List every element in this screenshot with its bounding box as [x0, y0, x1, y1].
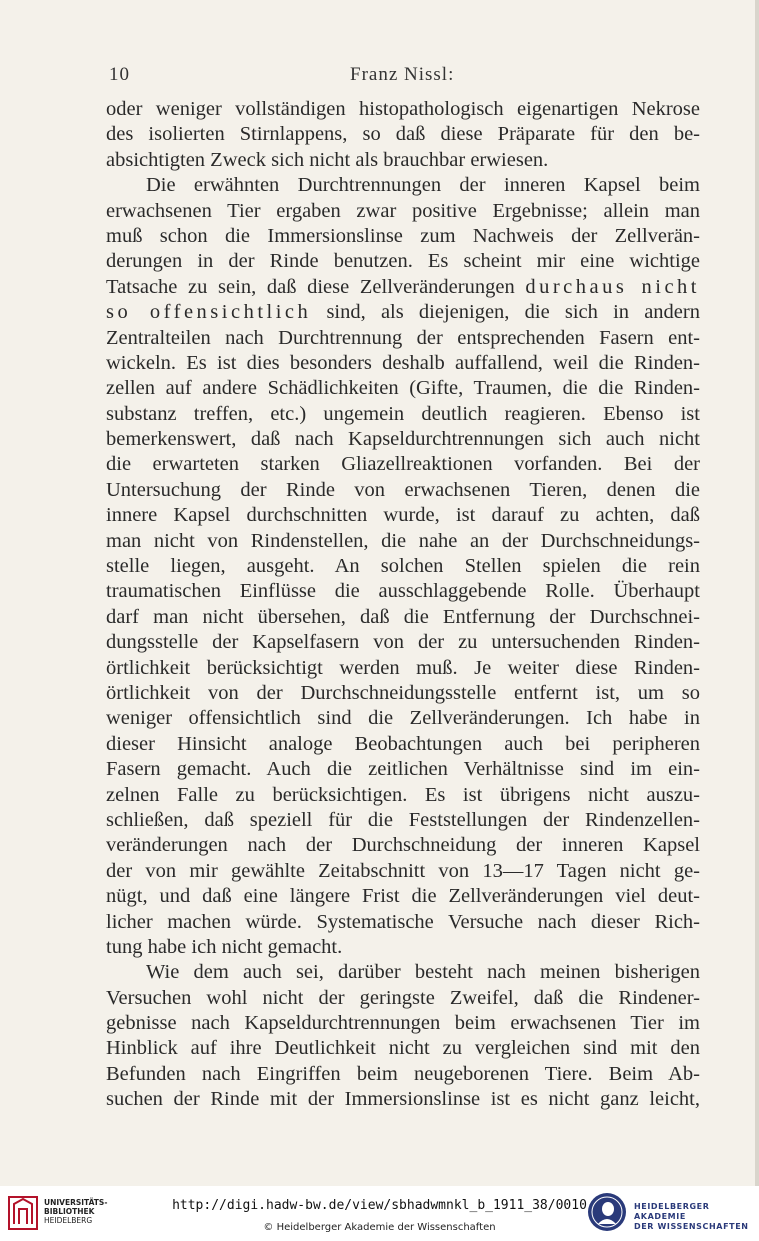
text-line: zelnen Falle zu berücksichtigen. Es ist übrigens nicht auszu-	[106, 783, 700, 806]
text-line: Tatsache zu sein, daß diese Zellveränderungen durchaus nicht	[106, 275, 700, 298]
text-line: die erwarteten starken Gliazellreaktionen vorfanden. Bei der	[106, 453, 700, 476]
body-text	[106, 97, 700, 1113]
academy-seal-icon[interactable]	[587, 1192, 627, 1232]
text-line: erwachsenen Tier ergaben zwar positive Ergebnisse; allein man	[106, 199, 700, 222]
text-line: bemerkenswert, daß nach Kapseldurchtrennungen sich auch nicht	[106, 428, 700, 451]
text-line: muß schon die Immersionslinse zum Nachweis der Zellverän-	[106, 224, 700, 247]
text-line: derungen in der Rinde benutzen. Es scheint mir eine wichtige	[106, 250, 700, 273]
text-line: licher machen würde. Systematische Versuche nach dieser Rich-	[106, 910, 700, 933]
permalink-url[interactable]: http://digi.hadw-bw.de/view/sbhadwmnkl_b_1911_38/0010	[172, 1198, 587, 1213]
text-line: örtlichkeit von der Durchschneidungsstelle entfernt ist, um so	[106, 681, 700, 704]
text-line: gebnisse nach Kapseldurchtrennungen beim erwachsenen Tier im	[106, 1012, 700, 1035]
running-header	[106, 64, 700, 90]
text-line: Zentralteilen nach Durchtrennung der entsprechenden Fasern ent-	[106, 326, 700, 349]
text-line: wickeln. Es ist dies besonders deshalb auffallend, weil die Rinden-	[106, 351, 700, 374]
text-line: suchen der Rinde mit der Immersionslinse ist es nicht ganz leicht,	[106, 1088, 700, 1111]
text-line: örtlichkeit berücksichtigt werden muß. Je weiter diese Rinden-	[106, 656, 700, 679]
emphasized-text: durchaus nicht	[525, 275, 700, 298]
university-library-name[interactable]: UNIVERSITÄTS- BIBLIOTHEK HEIDELBERG	[44, 1198, 108, 1225]
emphasized-text: so offensichtlich	[106, 301, 312, 324]
text-line: man nicht von Rindenstellen, die nahe an der Durchschneidungs-	[106, 529, 700, 552]
academy-name[interactable]: HEIDELBERGER AKADEMIE DER WISSENSCHAFTEN	[634, 1202, 749, 1231]
text-line: absichtigten Zweck sich nicht als brauchbar erwiesen.	[106, 148, 549, 171]
text-line: der von mir gewählte Zeitabschnitt von 13—17 Tagen nicht ge-	[106, 859, 700, 882]
text-line: so offensichtlich sind, als diejenigen, die sich in andern	[106, 301, 700, 324]
text-line: Fasern gemacht. Auch die zeitlichen Verhältnisse sind im ein-	[106, 758, 700, 781]
page-number: 10	[109, 64, 130, 85]
text-line: tung habe ich nicht gemacht.	[106, 935, 343, 958]
text-line: Untersuchung der Rinde von erwachsenen Tieren, denen die	[106, 478, 700, 501]
text-line: schließen, daß speziell für die Feststellungen der Rindenzellen-	[106, 808, 700, 831]
running-title: Franz Nissl:	[350, 64, 455, 85]
text-line: weniger offensichtlich sind die Zellveränderungen. Ich habe in	[106, 707, 700, 730]
text-line: innere Kapsel durchschnitten wurde, ist darauf zu achten, daß	[106, 504, 700, 527]
text-line: nügt, und daß eine längere Frist die Zellveränderungen viel deut-	[106, 885, 700, 908]
text-line: veränderungen nach der Durchschneidung der inneren Kapsel	[106, 834, 700, 857]
page-edge	[755, 0, 759, 1186]
text-line: Versuchen wohl nicht der geringste Zweifel, daß die Rindener-	[106, 986, 700, 1009]
text-line: Hinblick auf ihre Deutlichkeit nicht zu vergleichen sind mit den	[106, 1037, 700, 1060]
text-line: dieser Hinsicht analoge Beobachtungen auch bei peripheren	[106, 732, 700, 755]
text-line: Die erwähnten Durchtrennungen der inneren Kapsel beim	[146, 174, 700, 197]
text-line: substanz treffen, etc.) ungemein deutlich reagieren. Ebenso ist	[106, 402, 700, 425]
text-line: stelle liegen, ausgeht. An solchen Stellen spielen die rein	[106, 555, 700, 578]
viewer-footer	[0, 1186, 759, 1241]
text-line: darf man nicht übersehen, daß die Entfernung der Durchschnei-	[106, 605, 700, 628]
text-line: Befunden nach Eingriffen beim neugeborenen Tiere. Beim Ab-	[106, 1062, 700, 1085]
text-line: Wie dem auch sei, darüber besteht nach meinen bisherigen	[146, 961, 700, 984]
text-line: des isolierten Stirnlappens, so daß diese Präparate für den be-	[106, 123, 700, 146]
text-line: zellen auf andere Schädlichkeiten (Gifte, Traumen, die die Rinden-	[106, 377, 700, 400]
copyright-notice: © Heidelberger Akademie der Wissenschaften	[263, 1222, 496, 1233]
text-line: oder weniger vollständigen histopathologisch eigenartigen Nekrose	[106, 98, 700, 120]
text-line: dungsstelle der Kapselfasern von der zu untersuchenden Rinden-	[106, 631, 700, 654]
text-line: traumatischen Einflüsse die ausschlaggebende Rolle. Überhaupt	[106, 580, 700, 603]
